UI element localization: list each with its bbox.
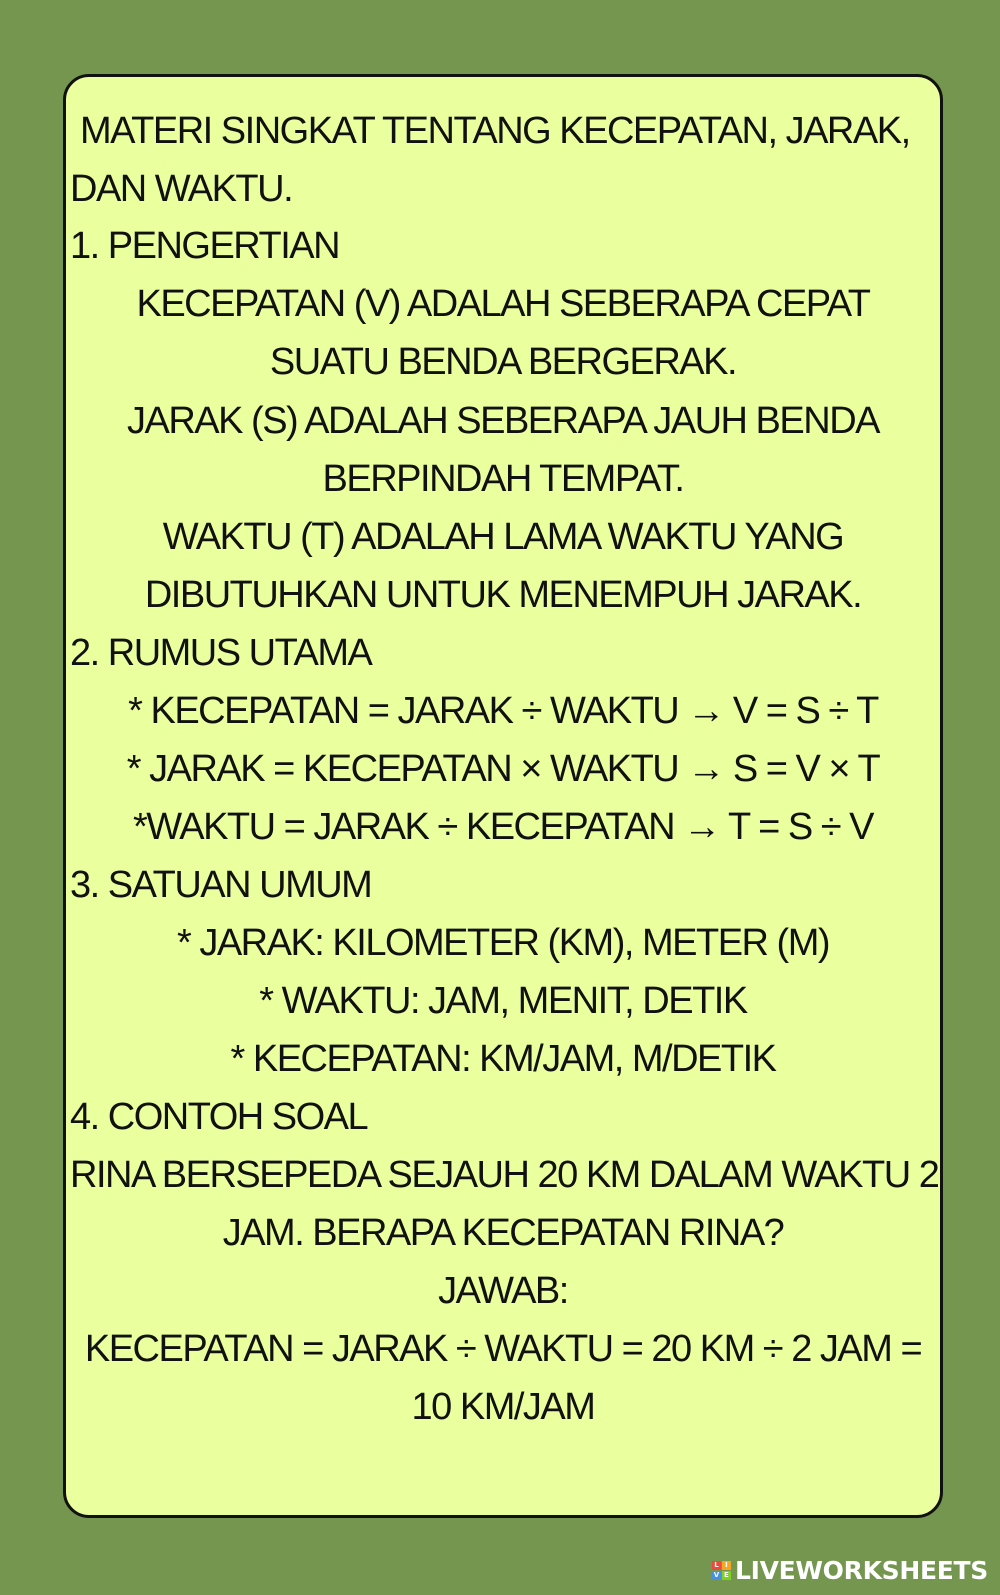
liveworksheets-logo-icon [712,1561,731,1580]
section-heading-satuan: 3. SATUAN UMUM [70,864,372,906]
example-line: RINA BERSEPEDA SEJAUH 20 KM DALAM WAKTU 2 [70,1154,939,1196]
definition-line: KECEPATAN (V) ADALAH SEBERAPA CEPAT [136,283,870,325]
logo-letter: L [712,1561,721,1570]
logo-letter: E [722,1571,731,1580]
unit-line: * WAKTU: JAM, MENIT, DETIK [259,980,747,1022]
definition-line: BERPINDAH TEMPAT. [322,458,684,500]
unit-line: * KECEPATAN: KM/JAM, M/DETIK [230,1038,776,1080]
example-line: JAM. BERAPA KECEPATAN RINA? [222,1212,784,1254]
logo-letter: I [722,1561,731,1570]
definition-line: DIBUTUHKAN UNTUK MENEMPUH JARAK. [144,574,862,616]
content-card [63,74,943,1518]
answer-label: JAWAB: [438,1270,568,1312]
liveworksheets-brand[interactable] [712,1556,988,1585]
title-line-2: DAN WAKTU. [70,168,293,210]
logo-letter: V [713,1571,720,1579]
title-line-1: MATERI SINGKAT TENTANG KECEPATAN, JARAK, [80,110,910,152]
answer-line: KECEPATAN = JARAK ÷ WAKTU = 20 KM ÷ 2 JAM = [84,1328,922,1370]
formula-line: * KECEPATAN = JARAK ÷ WAKTU → V = S ÷ T [128,690,878,732]
formula-line: * JARAK = KECEPATAN × WAKTU → S = V × T [126,748,880,790]
formula-line: *WAKTU = JARAK ÷ KECEPATAN → T = S ÷ V [133,806,873,848]
unit-line: * JARAK: KILOMETER (KM), METER (M) [176,922,830,964]
brand-name: LIVEWORKSHEETS [734,1556,988,1585]
definition-line: JARAK (S) ADALAH SEBERAPA JAUH BENDA [127,400,879,442]
definition-line: SUATU BENDA BERGERAK. [269,341,737,383]
answer-line: 10 KM/JAM [411,1386,595,1428]
section-heading-pengertian: 1. PENGERTIAN [70,225,340,267]
section-heading-rumus: 2. RUMUS UTAMA [70,632,372,674]
definition-line: WAKTU (T) ADALAH LAMA WAKTU YANG [162,516,844,558]
section-heading-contoh: 4. CONTOH SOAL [70,1096,368,1138]
